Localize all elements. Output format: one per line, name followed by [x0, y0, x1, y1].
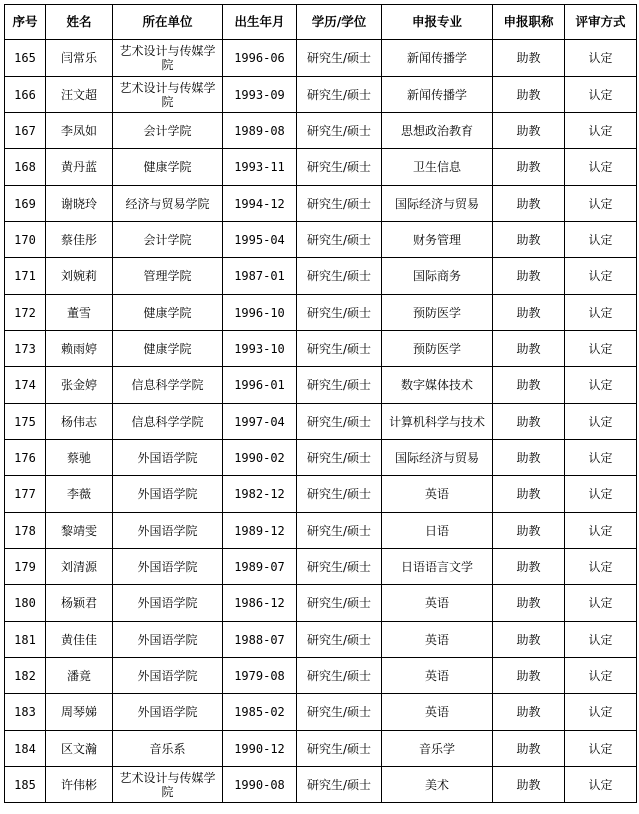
cell-major: 英语	[382, 658, 493, 694]
cell-unit: 艺术设计与传媒学院	[113, 767, 223, 803]
cell-unit: 外国语学院	[113, 440, 223, 476]
cell-unit: 会计学院	[113, 222, 223, 258]
cell-major: 新闻传播学	[382, 77, 493, 113]
cell-name: 刘清源	[46, 549, 113, 585]
cell-index: 170	[5, 222, 46, 258]
cell-birth: 1985-02	[223, 694, 297, 731]
cell-title: 助教	[493, 513, 565, 549]
cell-method: 认定	[565, 476, 637, 513]
cell-title: 助教	[493, 222, 565, 258]
cell-birth: 1989-12	[223, 513, 297, 549]
cell-birth: 1986-12	[223, 585, 297, 622]
cell-title: 助教	[493, 622, 565, 658]
table-row	[5, 186, 637, 222]
cell-method: 认定	[565, 222, 637, 258]
cell-unit: 健康学院	[113, 331, 223, 367]
cell-major: 英语	[382, 694, 493, 731]
cell-name: 杨伟志	[46, 404, 113, 440]
cell-method: 认定	[565, 767, 637, 803]
cell-birth: 1988-07	[223, 622, 297, 658]
cell-name: 黄丹蓝	[46, 149, 113, 186]
cell-index: 173	[5, 331, 46, 367]
cell-title: 助教	[493, 440, 565, 476]
cell-title: 助教	[493, 149, 565, 186]
cell-title: 助教	[493, 113, 565, 149]
cell-title: 助教	[493, 258, 565, 295]
cell-index: 177	[5, 476, 46, 513]
cell-method: 认定	[565, 549, 637, 585]
cell-index: 183	[5, 694, 46, 731]
cell-title: 助教	[493, 694, 565, 731]
cell-major: 新闻传播学	[382, 40, 493, 77]
cell-name: 区文瀚	[46, 731, 113, 767]
cell-title: 助教	[493, 367, 565, 404]
cell-index: 174	[5, 367, 46, 404]
cell-name: 许伟彬	[46, 767, 113, 803]
cell-degree: 研究生/硕士	[297, 295, 382, 331]
cell-method: 认定	[565, 77, 637, 113]
cell-degree: 研究生/硕士	[297, 222, 382, 258]
header-major: 申报专业	[382, 5, 493, 40]
table-row	[5, 331, 637, 367]
cell-major: 卫生信息	[382, 149, 493, 186]
table-row	[5, 476, 637, 513]
cell-unit: 外国语学院	[113, 513, 223, 549]
cell-method: 认定	[565, 622, 637, 658]
cell-degree: 研究生/硕士	[297, 77, 382, 113]
cell-index: 180	[5, 585, 46, 622]
cell-unit: 信息科学学院	[113, 404, 223, 440]
cell-major: 国际经济与贸易	[382, 440, 493, 476]
cell-name: 张金婷	[46, 367, 113, 404]
table-row	[5, 440, 637, 476]
header-unit: 所在单位	[113, 5, 223, 40]
cell-major: 思想政治教育	[382, 113, 493, 149]
cell-method: 认定	[565, 149, 637, 186]
cell-major: 音乐学	[382, 731, 493, 767]
cell-degree: 研究生/硕士	[297, 113, 382, 149]
cell-method: 认定	[565, 113, 637, 149]
cell-birth: 1989-07	[223, 549, 297, 585]
cell-title: 助教	[493, 549, 565, 585]
cell-title: 助教	[493, 731, 565, 767]
cell-index: 175	[5, 404, 46, 440]
cell-method: 认定	[565, 258, 637, 295]
cell-name: 刘婉莉	[46, 258, 113, 295]
cell-degree: 研究生/硕士	[297, 440, 382, 476]
cell-degree: 研究生/硕士	[297, 549, 382, 585]
cell-birth: 1997-04	[223, 404, 297, 440]
cell-index: 166	[5, 77, 46, 113]
cell-major: 日语	[382, 513, 493, 549]
cell-index: 178	[5, 513, 46, 549]
cell-unit: 经济与贸易学院	[113, 186, 223, 222]
header-degree: 学历/学位	[297, 5, 382, 40]
cell-degree: 研究生/硕士	[297, 731, 382, 767]
table-row	[5, 513, 637, 549]
cell-birth: 1993-10	[223, 331, 297, 367]
cell-method: 认定	[565, 331, 637, 367]
cell-unit: 音乐系	[113, 731, 223, 767]
cell-method: 认定	[565, 404, 637, 440]
cell-unit: 信息科学学院	[113, 367, 223, 404]
table-row	[5, 77, 637, 113]
cell-degree: 研究生/硕士	[297, 658, 382, 694]
cell-method: 认定	[565, 40, 637, 77]
cell-unit: 外国语学院	[113, 549, 223, 585]
cell-title: 助教	[493, 658, 565, 694]
header-birth: 出生年月	[223, 5, 297, 40]
cell-name: 李薇	[46, 476, 113, 513]
cell-name: 闫常乐	[46, 40, 113, 77]
cell-unit: 健康学院	[113, 295, 223, 331]
cell-index: 176	[5, 440, 46, 476]
table-body	[5, 40, 637, 803]
cell-unit: 健康学院	[113, 149, 223, 186]
table-row	[5, 549, 637, 585]
cell-method: 认定	[565, 367, 637, 404]
cell-birth: 1993-09	[223, 77, 297, 113]
cell-method: 认定	[565, 585, 637, 622]
table-row	[5, 585, 637, 622]
cell-major: 数字媒体技术	[382, 367, 493, 404]
cell-major: 国际商务	[382, 258, 493, 295]
cell-index: 171	[5, 258, 46, 295]
table-row	[5, 258, 637, 295]
cell-index: 184	[5, 731, 46, 767]
cell-degree: 研究生/硕士	[297, 40, 382, 77]
cell-birth: 1994-12	[223, 186, 297, 222]
cell-major: 英语	[382, 585, 493, 622]
header-method: 评审方式	[565, 5, 637, 40]
cell-index: 165	[5, 40, 46, 77]
cell-index: 167	[5, 113, 46, 149]
cell-method: 认定	[565, 694, 637, 731]
cell-name: 杨颖君	[46, 585, 113, 622]
cell-title: 助教	[493, 585, 565, 622]
cell-method: 认定	[565, 295, 637, 331]
cell-birth: 1996-01	[223, 367, 297, 404]
cell-birth: 1982-12	[223, 476, 297, 513]
cell-birth: 1990-02	[223, 440, 297, 476]
cell-method: 认定	[565, 731, 637, 767]
cell-major: 财务管理	[382, 222, 493, 258]
cell-unit: 会计学院	[113, 113, 223, 149]
cell-degree: 研究生/硕士	[297, 367, 382, 404]
cell-degree: 研究生/硕士	[297, 767, 382, 803]
cell-title: 助教	[493, 40, 565, 77]
cell-name: 蔡佳彤	[46, 222, 113, 258]
cell-major: 国际经济与贸易	[382, 186, 493, 222]
table-row	[5, 295, 637, 331]
cell-index: 179	[5, 549, 46, 585]
cell-name: 周琴娣	[46, 694, 113, 731]
cell-name: 谢晓玲	[46, 186, 113, 222]
cell-birth: 1996-10	[223, 295, 297, 331]
cell-unit: 外国语学院	[113, 585, 223, 622]
cell-index: 169	[5, 186, 46, 222]
cell-major: 预防医学	[382, 295, 493, 331]
cell-major: 英语	[382, 476, 493, 513]
cell-name: 赖雨婷	[46, 331, 113, 367]
cell-title: 助教	[493, 186, 565, 222]
header-title: 申报职称	[493, 5, 565, 40]
cell-birth: 1987-01	[223, 258, 297, 295]
cell-birth: 1989-08	[223, 113, 297, 149]
cell-unit: 管理学院	[113, 258, 223, 295]
cell-name: 董雪	[46, 295, 113, 331]
table-row	[5, 767, 637, 803]
cell-name: 汪文超	[46, 77, 113, 113]
table-row	[5, 622, 637, 658]
cell-birth: 1990-08	[223, 767, 297, 803]
cell-birth: 1990-12	[223, 731, 297, 767]
cell-degree: 研究生/硕士	[297, 585, 382, 622]
cell-index: 168	[5, 149, 46, 186]
cell-name: 潘竟	[46, 658, 113, 694]
header-index: 序号	[5, 5, 46, 40]
cell-degree: 研究生/硕士	[297, 331, 382, 367]
cell-method: 认定	[565, 513, 637, 549]
table-row	[5, 731, 637, 767]
cell-name: 黄佳佳	[46, 622, 113, 658]
cell-unit: 外国语学院	[113, 658, 223, 694]
cell-birth: 1993-11	[223, 149, 297, 186]
cell-major: 计算机科学与技术	[382, 404, 493, 440]
cell-title: 助教	[493, 404, 565, 440]
staff-qualification-table	[4, 4, 637, 803]
cell-degree: 研究生/硕士	[297, 186, 382, 222]
cell-unit: 艺术设计与传媒学院	[113, 77, 223, 113]
cell-index: 182	[5, 658, 46, 694]
cell-major: 预防医学	[382, 331, 493, 367]
cell-degree: 研究生/硕士	[297, 694, 382, 731]
cell-birth: 1996-06	[223, 40, 297, 77]
header-row	[5, 5, 637, 40]
cell-index: 185	[5, 767, 46, 803]
cell-method: 认定	[565, 658, 637, 694]
cell-method: 认定	[565, 186, 637, 222]
cell-degree: 研究生/硕士	[297, 404, 382, 440]
cell-degree: 研究生/硕士	[297, 513, 382, 549]
cell-degree: 研究生/硕士	[297, 622, 382, 658]
table-row	[5, 149, 637, 186]
cell-degree: 研究生/硕士	[297, 149, 382, 186]
cell-birth: 1979-08	[223, 658, 297, 694]
cell-major: 美术	[382, 767, 493, 803]
cell-title: 助教	[493, 331, 565, 367]
table-row	[5, 113, 637, 149]
table-row	[5, 658, 637, 694]
cell-major: 日语语言文学	[382, 549, 493, 585]
cell-index: 172	[5, 295, 46, 331]
table-header	[5, 5, 637, 40]
table-row	[5, 367, 637, 404]
cell-major: 英语	[382, 622, 493, 658]
cell-name: 蔡驰	[46, 440, 113, 476]
header-name: 姓名	[46, 5, 113, 40]
cell-title: 助教	[493, 767, 565, 803]
table-row	[5, 40, 637, 77]
cell-method: 认定	[565, 440, 637, 476]
cell-degree: 研究生/硕士	[297, 258, 382, 295]
table-row	[5, 404, 637, 440]
cell-title: 助教	[493, 476, 565, 513]
cell-name: 黎靖雯	[46, 513, 113, 549]
cell-unit: 艺术设计与传媒学院	[113, 40, 223, 77]
cell-title: 助教	[493, 77, 565, 113]
table-row	[5, 694, 637, 731]
cell-unit: 外国语学院	[113, 694, 223, 731]
cell-unit: 外国语学院	[113, 476, 223, 513]
cell-birth: 1995-04	[223, 222, 297, 258]
cell-index: 181	[5, 622, 46, 658]
table-row	[5, 222, 637, 258]
cell-unit: 外国语学院	[113, 622, 223, 658]
cell-name: 李凤如	[46, 113, 113, 149]
cell-title: 助教	[493, 295, 565, 331]
cell-degree: 研究生/硕士	[297, 476, 382, 513]
